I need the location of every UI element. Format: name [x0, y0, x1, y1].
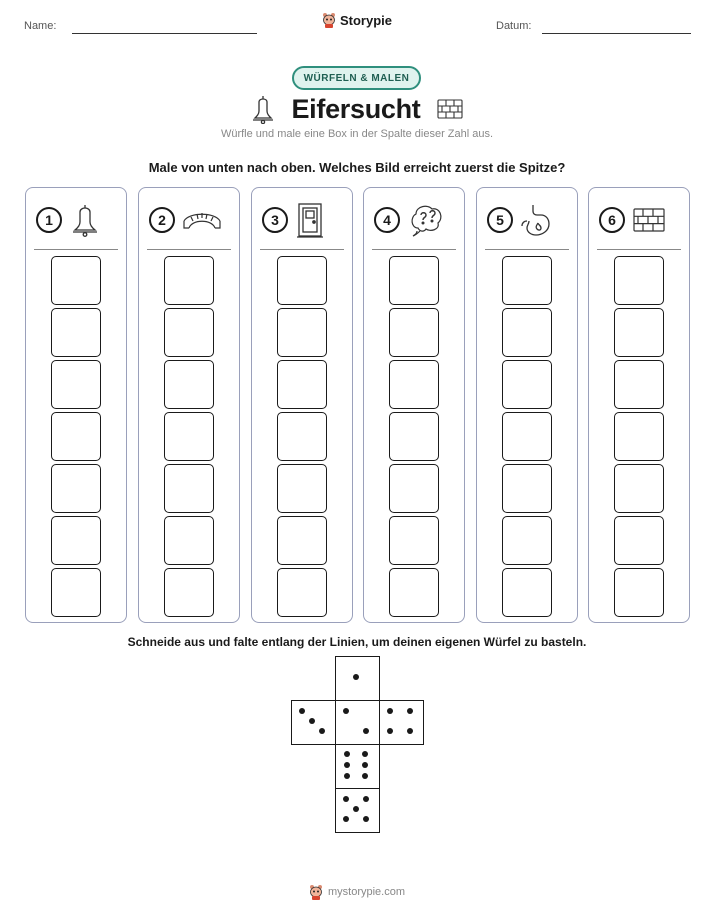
color-box[interactable] [51, 568, 101, 617]
column-number: 1 [36, 207, 62, 233]
color-box[interactable] [502, 412, 552, 461]
column-divider [372, 249, 456, 250]
color-box[interactable] [502, 568, 552, 617]
column-number: 2 [149, 207, 175, 233]
burning-stomach-icon [521, 203, 551, 237]
color-box[interactable] [277, 256, 327, 305]
color-box[interactable] [389, 568, 439, 617]
column-6 [588, 187, 690, 623]
color-box[interactable] [389, 308, 439, 357]
dice-pip [363, 796, 369, 802]
dice-face-4 [379, 700, 424, 745]
dice-pip [407, 708, 413, 714]
column-divider [485, 249, 569, 250]
brand-name: Storypie [339, 12, 392, 28]
dice-pip [362, 773, 368, 779]
dice-face-6 [335, 744, 380, 789]
color-box[interactable] [277, 308, 327, 357]
activity-badge: WÜRFELN & MALEN [292, 66, 421, 90]
dice-pip [344, 751, 350, 757]
color-box[interactable] [164, 568, 214, 617]
color-box[interactable] [164, 412, 214, 461]
dice-pip [344, 773, 350, 779]
brick-wall-icon [437, 99, 463, 119]
title-row [0, 92, 714, 126]
column-number: 4 [374, 207, 400, 233]
instruction-text: Male von unten nach oben. Welches Bild erreicht zuerst die Spitze? [148, 160, 566, 175]
color-box[interactable] [389, 464, 439, 513]
door-icon [296, 202, 324, 238]
column-header [149, 202, 233, 238]
color-box[interactable] [502, 516, 552, 565]
color-box[interactable] [277, 516, 327, 565]
dice-pip [299, 708, 305, 714]
color-box[interactable] [614, 412, 664, 461]
dice-pip [353, 674, 359, 680]
date-line[interactable] [542, 33, 691, 34]
stone-bridge-icon [183, 209, 221, 231]
color-box[interactable] [502, 464, 552, 513]
column-divider [147, 249, 231, 250]
color-box[interactable] [389, 360, 439, 409]
dice-pip [343, 796, 349, 802]
color-box[interactable] [389, 516, 439, 565]
dice-face-1 [335, 656, 380, 701]
color-box[interactable] [614, 256, 664, 305]
column-divider [260, 249, 344, 250]
dice-pip [387, 728, 393, 734]
page-title: Eifersucht [291, 93, 421, 124]
color-box[interactable] [164, 360, 214, 409]
color-box[interactable] [614, 308, 664, 357]
column-divider [34, 249, 118, 250]
column-header [36, 202, 120, 238]
storypie-mascot-icon [309, 884, 323, 900]
bell-icon [251, 94, 275, 124]
column-header [262, 202, 346, 238]
color-box[interactable] [277, 568, 327, 617]
cut-instruction: Schneide aus und falte entlang der Linien, um deinen eigenen Würfel zu basteln. [127, 635, 587, 649]
dice-pip [362, 762, 368, 768]
color-box[interactable] [51, 464, 101, 513]
color-box[interactable] [614, 568, 664, 617]
dice-pip [343, 816, 349, 822]
column-4 [363, 187, 465, 623]
color-box[interactable] [164, 464, 214, 513]
column-3 [251, 187, 353, 623]
color-box[interactable] [277, 412, 327, 461]
dice-pip [343, 708, 349, 714]
dice-face-3 [291, 700, 336, 745]
color-box[interactable] [389, 256, 439, 305]
color-box[interactable] [614, 516, 664, 565]
confused-thought-bubble-icon [408, 202, 444, 238]
dice-pip [344, 762, 350, 768]
name-label: Name: [24, 20, 57, 32]
dice-pip [407, 728, 413, 734]
dice-pip [387, 708, 393, 714]
column-header [374, 202, 458, 238]
dice-pip [319, 728, 325, 734]
column-5 [476, 187, 578, 623]
dice-pip [363, 816, 369, 822]
color-box[interactable] [51, 256, 101, 305]
color-box[interactable] [502, 256, 552, 305]
dice-face-2 [335, 700, 380, 745]
color-box[interactable] [614, 360, 664, 409]
color-box[interactable] [164, 516, 214, 565]
dice-face-5 [335, 788, 380, 833]
dice-pip [363, 728, 369, 734]
footer-url[interactable]: mystorypie.com [327, 886, 406, 898]
color-box[interactable] [277, 360, 327, 409]
color-box[interactable] [51, 308, 101, 357]
color-box[interactable] [164, 308, 214, 357]
color-box[interactable] [614, 464, 664, 513]
color-box[interactable] [389, 412, 439, 461]
column-divider [597, 249, 681, 250]
name-line[interactable] [72, 33, 257, 34]
brand-logo [0, 12, 714, 28]
column-number: 5 [487, 207, 513, 233]
brick-wall-icon [633, 208, 665, 232]
column-2 [138, 187, 240, 623]
color-box[interactable] [164, 256, 214, 305]
color-box[interactable] [502, 360, 552, 409]
column-header [599, 202, 683, 238]
column-number: 6 [599, 207, 625, 233]
color-box[interactable] [51, 412, 101, 461]
column-header [487, 202, 571, 238]
dice-pip [309, 718, 315, 724]
color-box[interactable] [51, 516, 101, 565]
subtitle: Würfle und male eine Box in der Spalte dieser Zahl aus. [220, 128, 494, 140]
footer [0, 884, 714, 900]
dice-pip [353, 806, 359, 812]
column-number: 3 [262, 207, 288, 233]
color-box[interactable] [277, 464, 327, 513]
color-box[interactable] [502, 308, 552, 357]
dice-pip [362, 751, 368, 757]
color-box[interactable] [51, 360, 101, 409]
storypie-mascot-icon [322, 12, 336, 28]
bell-icon [70, 203, 100, 237]
date-label: Datum: [496, 20, 532, 32]
column-1 [25, 187, 127, 623]
